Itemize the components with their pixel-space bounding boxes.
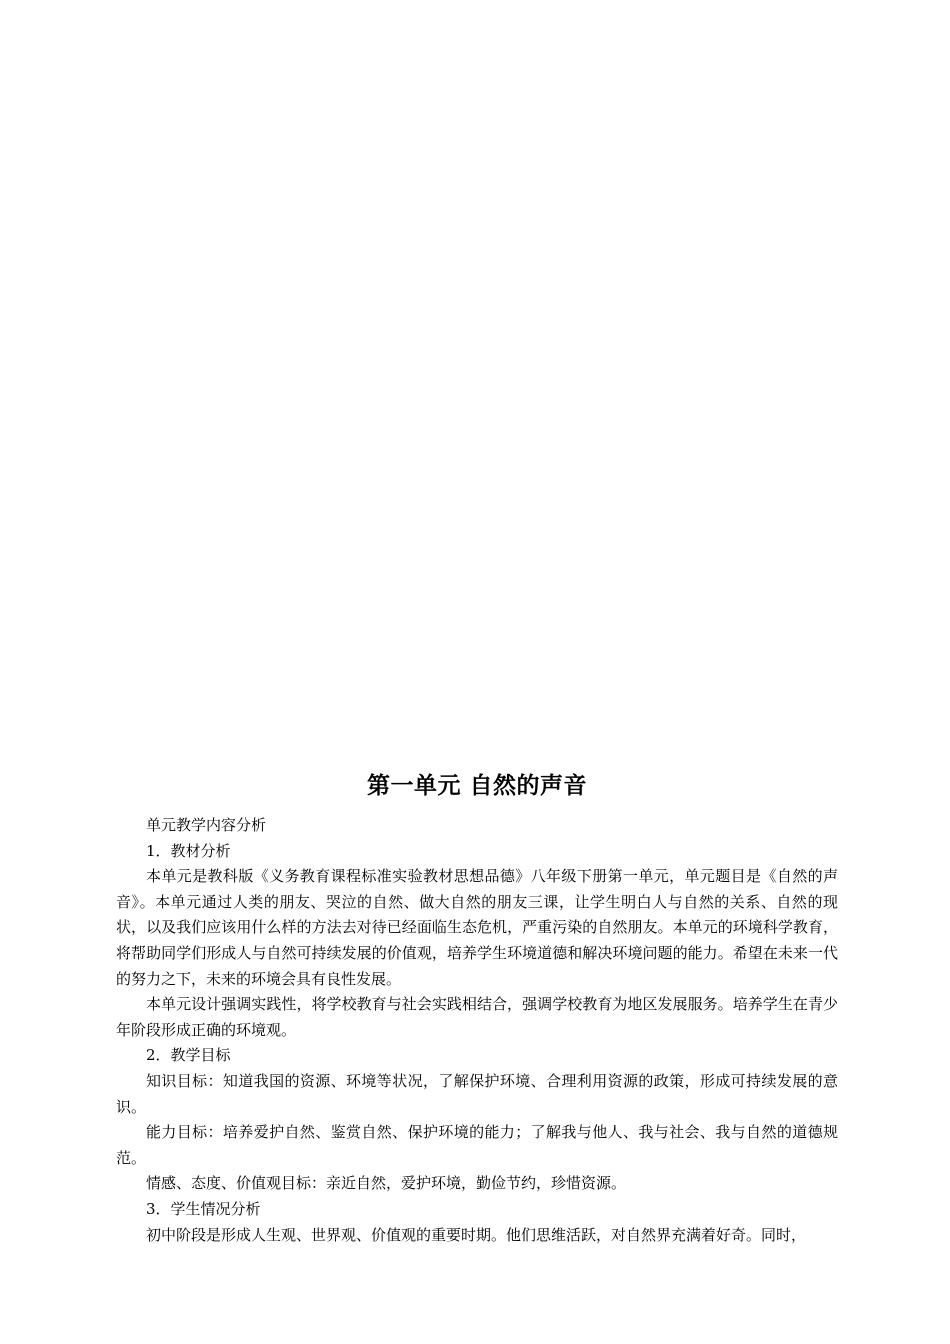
unit-title: 第一单元 自然的声音 bbox=[366, 773, 587, 799]
paragraph-knowledge-goal: 知识目标：知道我国的资源、环境等状况，了解保护环境、合理利用资源的政策，形成可持续发展的意识。 bbox=[116, 1071, 838, 1116]
paragraph-ability-goal: 能力目标：培养爱护自然、鉴赏自然、保护环境的能力；了解我与他人、我与社会、我与自然的道德规范。 bbox=[116, 1123, 838, 1167]
document-body bbox=[116, 770, 838, 1248]
paragraph-textbook-analysis: 本单元是教科版《义务教育课程标准实验教材思想品德》八年级下册第一单元，单元题目是《自然的声音》。本单元通过人类的朋友、哭泣的自然、做大自然的朋友三课，让学生明白人与自然的关系、自然的现状，以及我们应该用什么样的方法去对待已经面临生态危机，严重污染的自然朋友。本单元的环境科学教育，将帮助同学们形成人与自然可持续发展的价值观，培养学生环境道德和解决环境问题的能力。希望在未来一代的努力之下，未来的环境会具有良性发展。 bbox=[116, 867, 838, 988]
subheading-student-analysis: 3．学生情况分析 bbox=[146, 1199, 261, 1218]
paragraph-student-analysis: 初中阶段是形成人生观、世界观、价值观的重要时期。他们思维活跃，对自然界充满着好奇。同时， bbox=[146, 1225, 807, 1244]
subheading-textbook-analysis: 1．教材分析 bbox=[146, 841, 231, 860]
section-heading-unit-analysis: 单元教学内容分析 bbox=[146, 816, 267, 834]
subheading-teaching-goals: 2．教学目标 bbox=[146, 1046, 231, 1065]
paragraph-emotion-goal: 情感、态度、价值观目标：亲近自然，爱护环境，勤俭节约，珍惜资源。 bbox=[146, 1174, 627, 1193]
paragraph-unit-design: 本单元设计强调实践性，将学校教育与社会实践相结合，强调学校教育为地区发展服务。培养学生在青少年阶段形成正确的环境观。 bbox=[116, 995, 838, 1039]
